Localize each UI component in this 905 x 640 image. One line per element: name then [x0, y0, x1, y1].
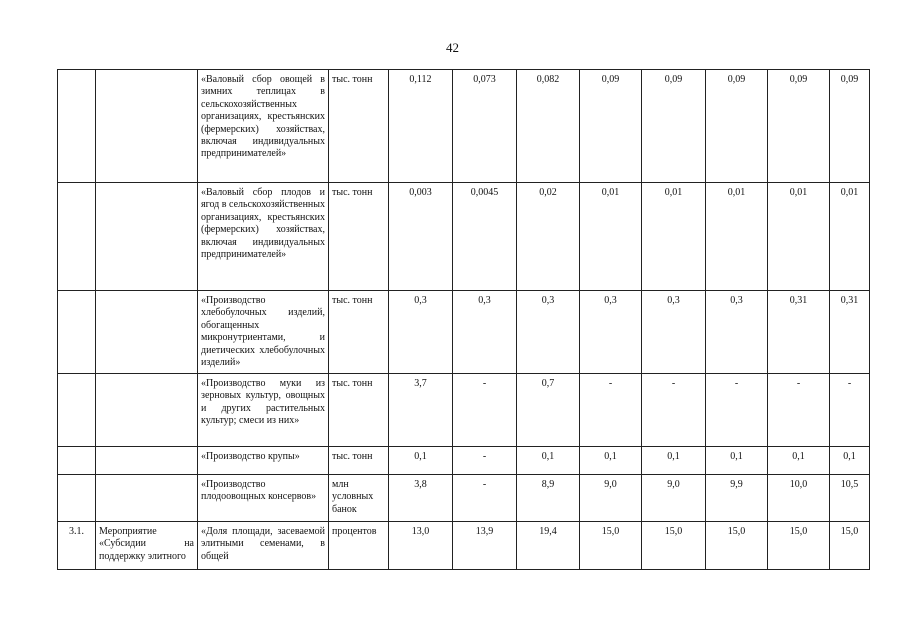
- table-row: [58, 522, 870, 570]
- row-number-cell: [58, 374, 96, 447]
- value-cell: 13,0: [389, 522, 453, 570]
- indicator-cell: «Производство крупы»: [198, 447, 329, 475]
- unit-cell: тыс. тонн: [329, 291, 389, 374]
- table-row: [58, 183, 870, 291]
- value-cell: -: [580, 374, 642, 447]
- row-number-cell: [58, 70, 96, 183]
- value-cell: 0,09: [642, 70, 706, 183]
- unit-cell: процентов: [329, 522, 389, 570]
- unit-cell: тыс. тонн: [329, 374, 389, 447]
- event-cell: [96, 447, 198, 475]
- indicator-cell: «Производство плодоовощных консервов»: [198, 475, 329, 522]
- table-row: [58, 447, 870, 475]
- page-number: 42: [446, 40, 459, 55]
- value-cell: -: [453, 374, 517, 447]
- unit-cell: млн условных банок: [329, 475, 389, 522]
- value-cell: 0,7: [517, 374, 580, 447]
- value-cell: 0,0045: [453, 183, 517, 291]
- value-cell: 9,0: [642, 475, 706, 522]
- value-cell: 0,3: [389, 291, 453, 374]
- row-number-cell: [58, 447, 96, 475]
- table-row: [58, 70, 870, 183]
- value-cell: 0,1: [706, 447, 768, 475]
- value-cell: -: [642, 374, 706, 447]
- value-cell: 9,9: [706, 475, 768, 522]
- indicator-cell: «Производство хлебобулочных изделий, обогащенных микронутриентами, и диетических хлебобулочных изделий»: [198, 291, 329, 374]
- value-cell: 0,1: [389, 447, 453, 475]
- value-cell: 0,09: [580, 70, 642, 183]
- event-cell: [96, 374, 198, 447]
- indicator-cell: «Валовый сбор овощей в зимних теплицах в сельскохозяйственных организациях, крестьянских (фермерских) хозяйствах, включая индивидуальных предпринимателей»: [198, 70, 329, 183]
- indicators-table: [57, 69, 870, 570]
- indicator-cell: «Валовый сбор плодов и ягод в сельскохозяйственных организациях, крестьянских (фермерских) хозяйствах, включая индивидуальных предпринимателей»: [198, 183, 329, 291]
- value-cell: -: [768, 374, 830, 447]
- indicator-cell: «Производство муки из зерновых культур, овощных и других растительных культур; смеси из них»: [198, 374, 329, 447]
- value-cell: 15,0: [642, 522, 706, 570]
- event-cell: [96, 291, 198, 374]
- value-cell: 0,073: [453, 70, 517, 183]
- value-cell: 15,0: [830, 522, 870, 570]
- value-cell: 0,09: [706, 70, 768, 183]
- value-cell: 3,8: [389, 475, 453, 522]
- value-cell: 10,5: [830, 475, 870, 522]
- row-number-cell: [58, 291, 96, 374]
- value-cell: 3,7: [389, 374, 453, 447]
- value-cell: 13,9: [453, 522, 517, 570]
- value-cell: 0,01: [768, 183, 830, 291]
- value-cell: 15,0: [706, 522, 768, 570]
- row-number-cell: [58, 183, 96, 291]
- event-cell: Мероприятие «Субсидии на поддержку элитного: [96, 522, 198, 570]
- value-cell: 15,0: [768, 522, 830, 570]
- value-cell: 0,003: [389, 183, 453, 291]
- event-cell: [96, 475, 198, 522]
- value-cell: 0,082: [517, 70, 580, 183]
- value-cell: 0,01: [830, 183, 870, 291]
- value-cell: 0,01: [706, 183, 768, 291]
- value-cell: -: [453, 447, 517, 475]
- value-cell: 0,3: [453, 291, 517, 374]
- value-cell: 15,0: [580, 522, 642, 570]
- event-cell: [96, 183, 198, 291]
- value-cell: 0,09: [830, 70, 870, 183]
- value-cell: 0,02: [517, 183, 580, 291]
- value-cell: 9,0: [580, 475, 642, 522]
- unit-cell: тыс. тонн: [329, 70, 389, 183]
- value-cell: 0,09: [768, 70, 830, 183]
- value-cell: -: [830, 374, 870, 447]
- value-cell: 0,3: [706, 291, 768, 374]
- unit-cell: тыс. тонн: [329, 183, 389, 291]
- value-cell: 0,3: [517, 291, 580, 374]
- value-cell: 0,1: [580, 447, 642, 475]
- value-cell: 19,4: [517, 522, 580, 570]
- value-cell: 0,01: [642, 183, 706, 291]
- value-cell: 0,31: [768, 291, 830, 374]
- event-cell: [96, 70, 198, 183]
- value-cell: 0,3: [642, 291, 706, 374]
- indicator-cell: «Доля площади, засеваемой элитными семенами, в общей: [198, 522, 329, 570]
- table-row: [58, 291, 870, 374]
- row-number-cell: 3.1.: [58, 522, 96, 570]
- value-cell: -: [706, 374, 768, 447]
- row-number-cell: [58, 475, 96, 522]
- value-cell: -: [453, 475, 517, 522]
- value-cell: 0,31: [830, 291, 870, 374]
- table-row: [58, 475, 870, 522]
- value-cell: 0,1: [642, 447, 706, 475]
- value-cell: 8,9: [517, 475, 580, 522]
- value-cell: 0,3: [580, 291, 642, 374]
- value-cell: 0,1: [768, 447, 830, 475]
- table-row: [58, 374, 870, 447]
- value-cell: 0,01: [580, 183, 642, 291]
- unit-cell: тыс. тонн: [329, 447, 389, 475]
- value-cell: 0,1: [830, 447, 870, 475]
- value-cell: 10,0: [768, 475, 830, 522]
- value-cell: 0,1: [517, 447, 580, 475]
- value-cell: 0,112: [389, 70, 453, 183]
